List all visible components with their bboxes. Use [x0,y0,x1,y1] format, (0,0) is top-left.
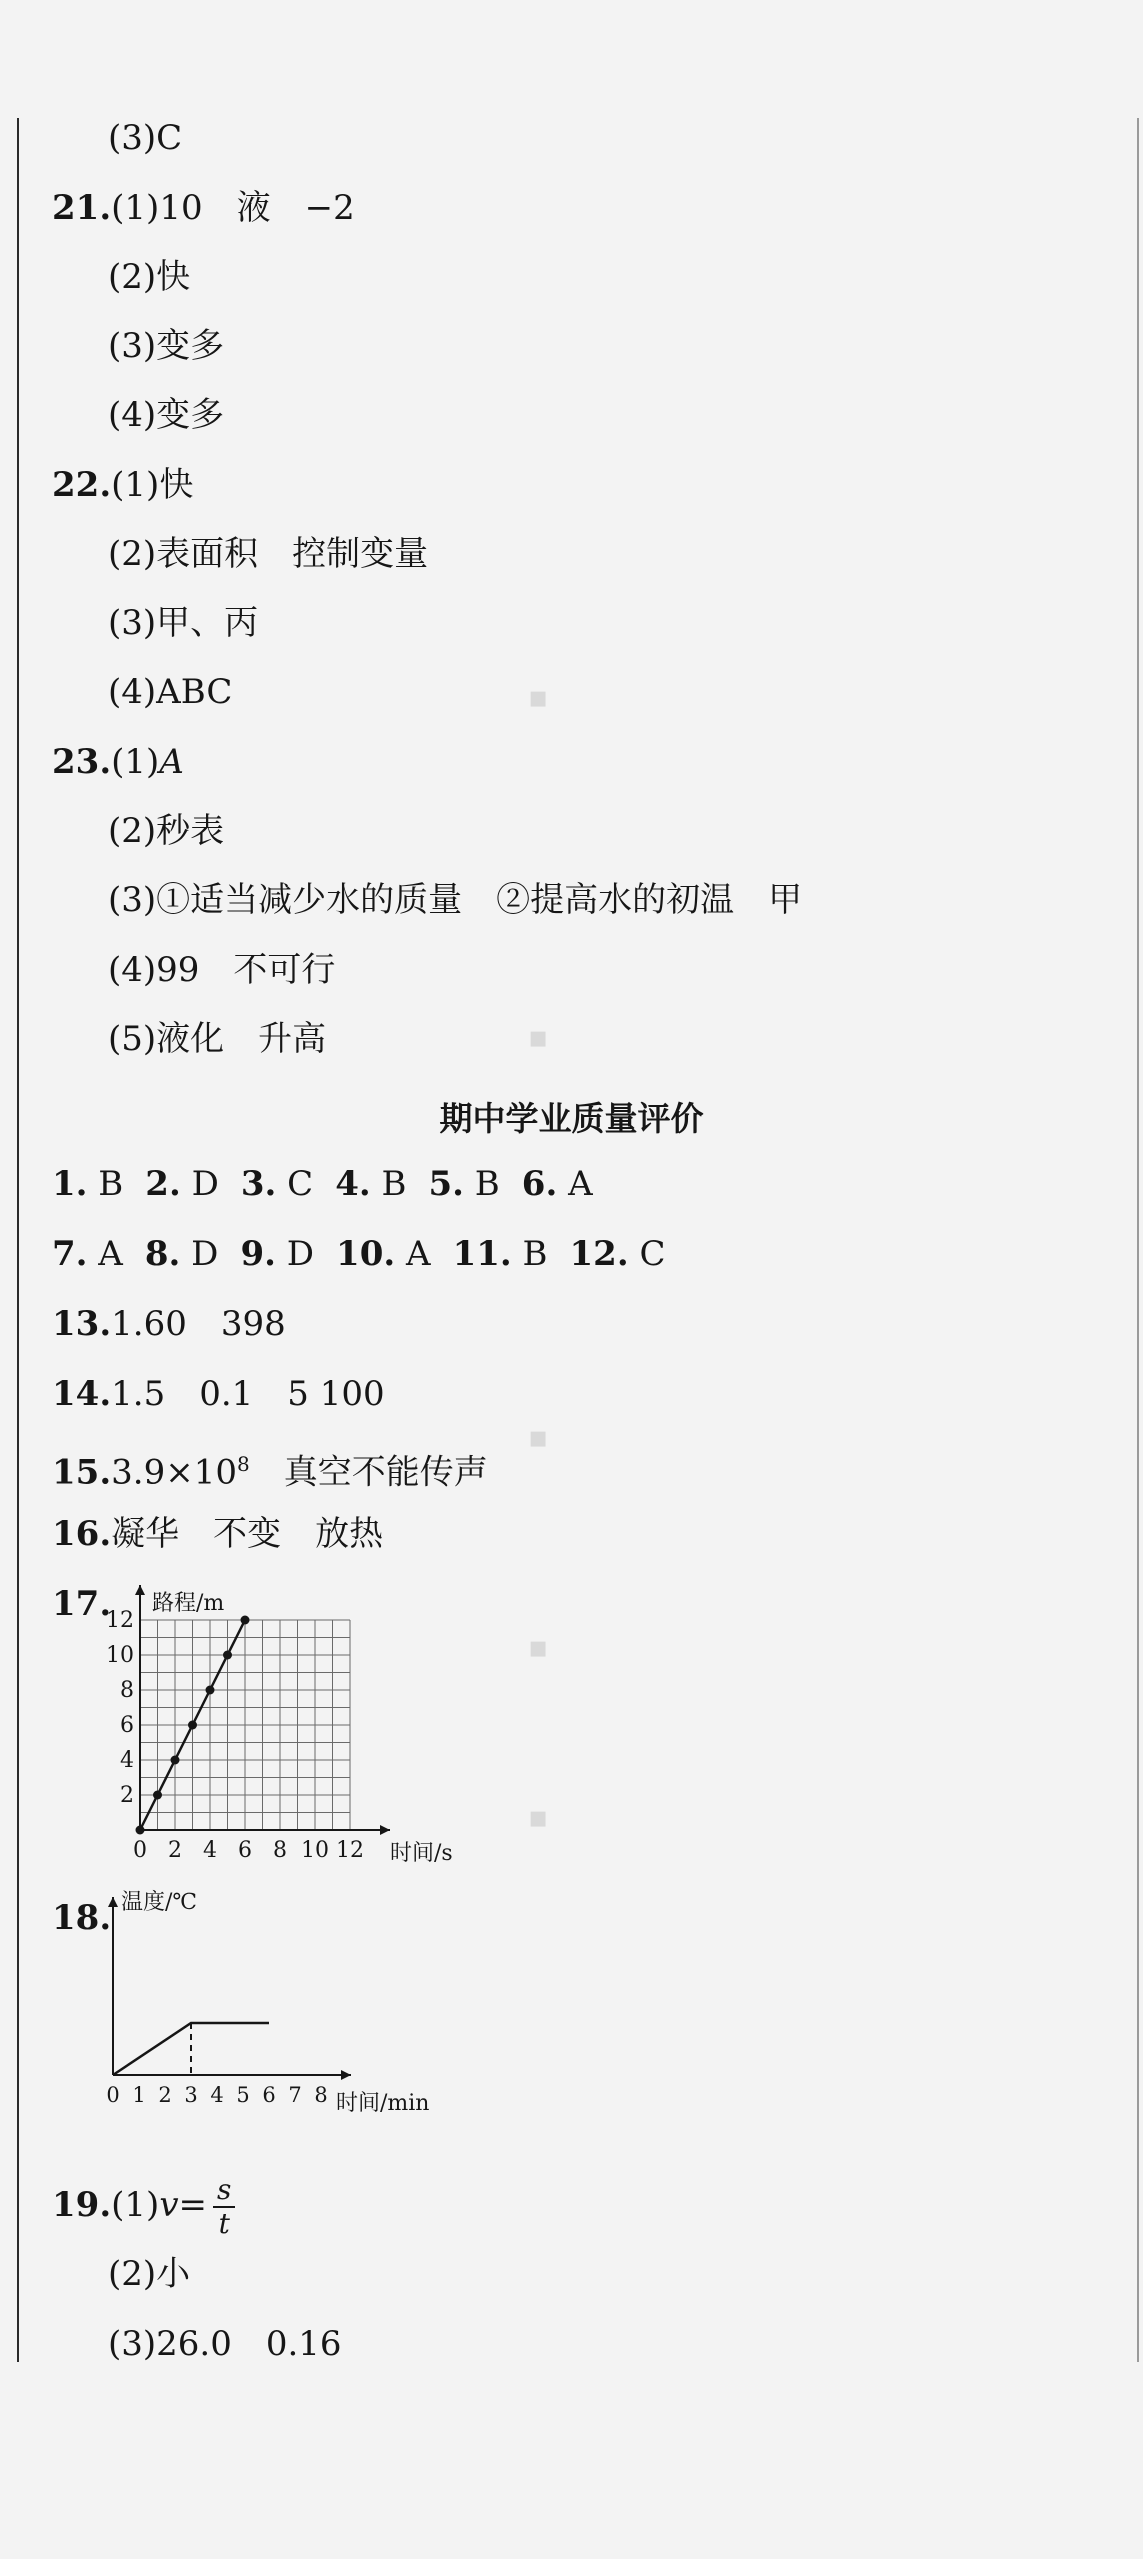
q17-number-line [52,1582,111,1626]
choice-item [52,1234,123,1274]
choice-number: 7. [52,1234,88,1274]
q21-part2: (2)快 [108,257,191,297]
q17-distance-time-graph [106,1575,470,1875]
data-point [223,1651,232,1660]
x-tick-label: 7 [288,2083,302,2107]
y-tick-label: 8 [120,1678,134,1703]
choice-number: 12. [569,1234,629,1274]
left-margin-line [17,118,19,2362]
choice-answer: A [87,1234,123,1274]
choice-number: 10. [336,1234,396,1274]
y-axis-label: 温度/℃ [121,1890,198,1915]
q19-fraction [213,2174,235,2240]
x-axis-label: 时间/min [336,2091,430,2116]
x-tick-label: 2 [158,2083,172,2107]
y-tick-label: 2 [120,1783,134,1808]
q18-number: 18. [52,1898,112,1938]
q22-number: 22. [52,465,112,505]
x-tick-label: 2 [168,1838,182,1863]
section-title: 期中学业质量评价 [439,1099,704,1138]
x-axis-label: 时间/s [390,1841,453,1866]
choice-answer: C [628,1234,666,1274]
bleed-through-mark: ▪ [528,1800,549,1835]
q23-part3: (3)①适当减少水的质量 ②提高水的初温 甲 [108,880,803,920]
choice-item [145,1164,219,1204]
choice-answer: B [464,1164,500,1204]
q21-line1 [52,186,355,230]
data-point [241,1616,250,1625]
q14-answer: 1.5 0.1 5 100 [111,1374,385,1414]
bleed-through-mark: ▪ [528,1020,549,1055]
x-tick-label: 0 [106,2083,120,2107]
q22-line1 [52,463,193,507]
q23-line1 [52,740,184,784]
choice-number: 1. [52,1164,88,1204]
q23-number: 23. [52,742,112,782]
data-point [153,1791,162,1800]
q22-part3: (3)甲、丙 [108,603,259,643]
right-margin-line [1137,118,1139,2362]
q15-exponent: 8 [236,1452,250,1476]
data-point [188,1721,197,1730]
x-tick-label: 0 [133,1838,147,1863]
q21-part4: (4)变多 [108,395,225,435]
choice-item [522,1164,593,1204]
q14-number: 14. [52,1374,112,1414]
q15-number: 15. [52,1452,112,1493]
choice-item [429,1164,500,1204]
q22-part4: (4)ABC [108,672,233,712]
choice-item [241,1164,313,1204]
x-tick-label: 6 [262,2083,276,2107]
q20-part3: (3)C [108,118,183,158]
q21-part3: (3)变多 [108,326,225,366]
q15-line [52,1442,488,1494]
y-axis-label: 路程/m [152,1591,225,1616]
choice-number: 11. [452,1234,512,1274]
choice-item [335,1164,406,1204]
choice-answer: B [511,1234,548,1274]
q19-variable-v: v [159,2185,179,2225]
choice-answer: A [557,1164,593,1204]
q19-part1-prefix: (1) [111,2185,160,2225]
q14-line [52,1372,385,1416]
q16-line [52,1512,383,1556]
q22-part2: (2)表面积 控制变量 [108,534,429,574]
q19-number: 19. [52,2185,112,2225]
q19-fraction-numerator: s [213,2174,235,2208]
q16-answer: 凝华 不变 放热 [111,1514,384,1554]
q19-fraction-denominator: t [218,2207,230,2240]
x-axis-arrow [380,1825,390,1835]
choice-number: 6. [521,1164,558,1204]
q15-answer-text: 真空不能传声 [249,1452,488,1493]
choices-row-1 [52,1162,615,1206]
q23-part4: (4)99 不可行 [108,950,336,990]
x-tick-label: 6 [238,1838,252,1863]
y-axis-arrow [108,1897,118,1907]
data-point [171,1756,180,1765]
y-tick-label: 10 [106,1643,134,1668]
choice-number: 5. [428,1164,464,1204]
bleed-through-mark: ▪ [528,1630,549,1665]
y-axis-arrow [135,1585,145,1595]
q16-number: 16. [52,1514,112,1554]
choice-item [570,1234,666,1274]
choices-row-2 [52,1232,688,1276]
q17-number: 17. [52,1584,112,1624]
q13-line [52,1302,286,1346]
x-axis-arrow [341,2070,351,2080]
x-tick-label: 4 [210,2083,224,2107]
q19-part3: (3)26.0 0.16 [108,2324,342,2364]
q19-equals: = [178,2185,208,2225]
bleed-through-mark: ▪ [528,680,549,715]
choice-answer: D [180,1164,219,1204]
q15-answer-base: 3.9×10 [111,1452,237,1493]
x-tick-label: 8 [314,2083,328,2107]
choice-number: 8. [144,1234,181,1274]
q23-part2: (2)秒表 [108,811,225,851]
y-tick-label: 6 [120,1713,134,1738]
data-point [206,1686,215,1695]
q22-part1: (1)快 [111,465,194,505]
q18-temperature-time-graph [95,1885,475,2115]
y-tick-label: 4 [120,1748,134,1773]
x-tick-label: 5 [236,2083,250,2107]
bleed-through-mark: ▪ [528,1420,549,1455]
y-tick-label: 12 [106,1608,134,1633]
q19-line1 [52,2165,235,2245]
x-tick-label: 8 [273,1838,287,1863]
choice-answer: B [87,1164,124,1204]
choice-number: 4. [335,1164,371,1204]
q23-part5: (5)液化 升高 [108,1019,327,1059]
x-tick-label: 3 [184,2083,198,2107]
q19-part2: (2)小 [108,2254,191,2294]
choice-answer: D [180,1234,219,1274]
q13-answer: 1.60 398 [111,1304,286,1344]
x-tick-label: 1 [132,2083,146,2107]
x-tick-label: 12 [336,1838,364,1863]
choice-item [336,1234,431,1274]
q13-number: 13. [52,1304,112,1344]
choice-number: 3. [240,1164,277,1204]
q23-part1-prefix: (1) [111,742,160,782]
data-point [136,1826,145,1835]
choice-item [453,1234,548,1274]
choice-item [145,1234,219,1274]
choice-answer: B [370,1164,407,1204]
choice-answer: C [276,1164,314,1204]
q23-part1-answer: A [159,742,184,782]
q21-part1: (1)10 液 −2 [111,188,355,228]
choice-answer: D [275,1234,315,1274]
choice-answer: A [395,1234,431,1274]
q21-number: 21. [52,188,112,228]
x-tick-label: 10 [301,1838,329,1863]
choice-number: 9. [240,1234,276,1274]
choice-item [52,1164,123,1204]
choice-number: 2. [145,1164,181,1204]
choice-item [240,1234,314,1274]
x-tick-label: 4 [203,1838,217,1863]
